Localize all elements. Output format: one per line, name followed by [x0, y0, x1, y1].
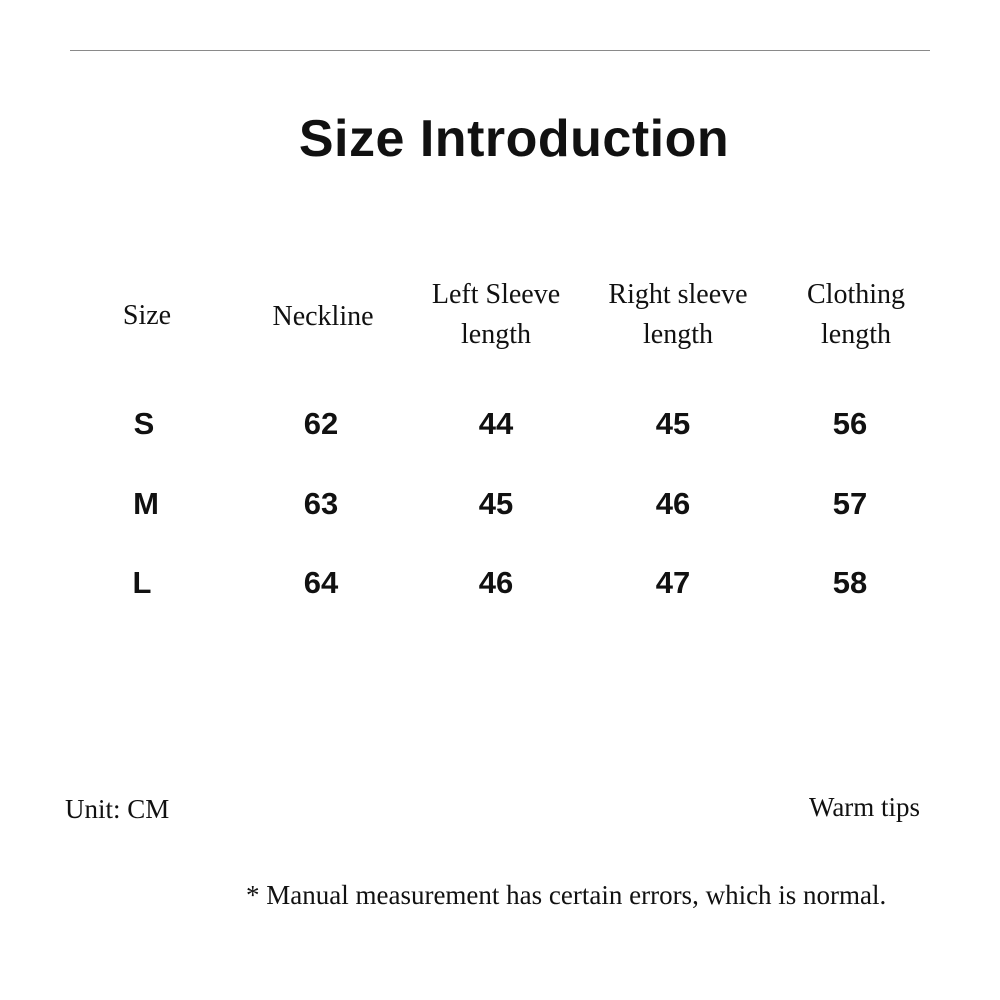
page-title: Size Introduction — [298, 110, 730, 168]
unit-label: Unit: CM — [65, 794, 170, 824]
table-cell-clothing-length: 57 — [832, 486, 868, 521]
top-divider — [70, 50, 930, 51]
header-size: Size — [122, 300, 172, 331]
header-left-sleeve-length: Left Sleeve length — [431, 279, 561, 350]
table-cell-neckline: 64 — [303, 565, 339, 600]
table-cell-neckline: 62 — [303, 406, 339, 441]
table-cell-left-sleeve: 45 — [478, 486, 514, 521]
table-cell-size: L — [132, 565, 152, 600]
table-cell-right-sleeve: 47 — [655, 565, 691, 600]
table-cell-left-sleeve: 44 — [478, 406, 514, 441]
table-cell-size: S — [133, 406, 155, 441]
table-cell-neckline: 63 — [303, 486, 339, 521]
header-right-sleeve-length: Right sleeve length — [608, 279, 748, 350]
table-cell-size: M — [133, 486, 159, 521]
table-cell-right-sleeve: 45 — [655, 406, 691, 441]
table-cell-left-sleeve: 46 — [478, 565, 514, 600]
table-cell-clothing-length: 58 — [832, 565, 868, 600]
measurement-note: * Manual measurement has certain errors, which is normal. — [246, 880, 887, 910]
header-neckline: Neckline — [272, 301, 374, 332]
table-cell-clothing-length: 56 — [832, 406, 868, 441]
header-clothing-length: Clothing length — [806, 279, 905, 350]
table-cell-right-sleeve: 46 — [655, 486, 691, 521]
warm-tips-label: Warm tips — [809, 792, 921, 822]
